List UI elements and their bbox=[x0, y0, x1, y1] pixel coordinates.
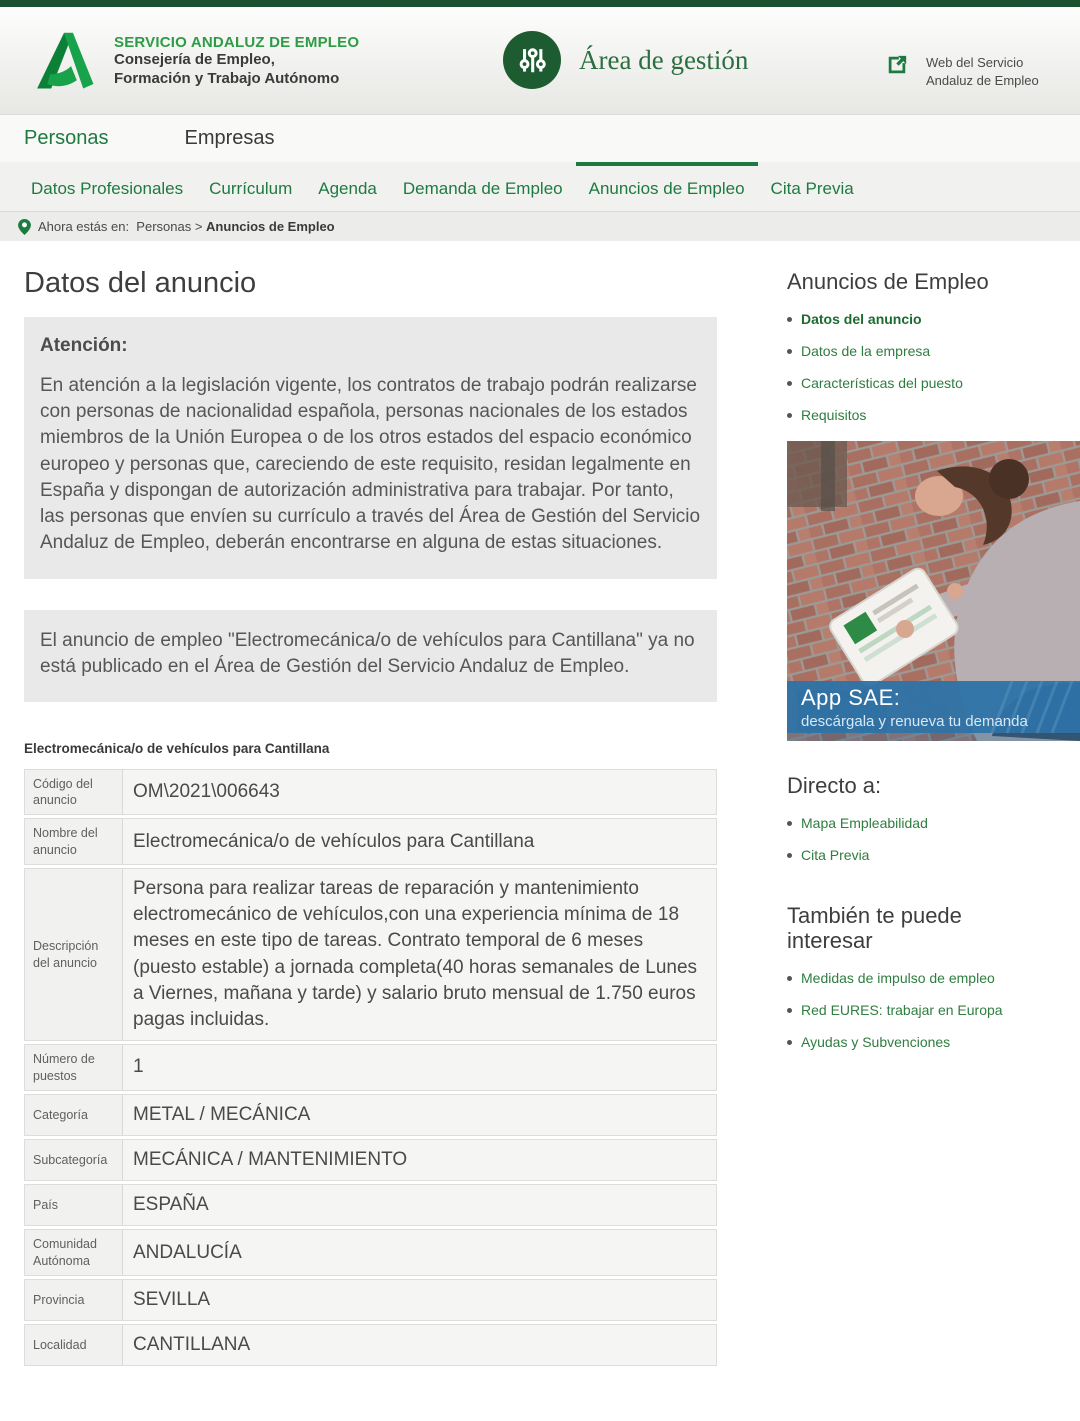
announcement-name-heading: Electromecánica/o de vehículos para Cantillana bbox=[24, 740, 330, 756]
row-label: Código del anuncio bbox=[25, 770, 123, 815]
row-value: Persona para realizar tareas de reparación y mantenimiento electromecánico de vehículos,con una experiencia mínima de 18 meses en este tipo de tareas. Contrato temporal de 6 meses (puesto estable) a jornada completa(40 horas semanales de Lunes a Viernes, mañana y tarde) y salario bruto mensual de 1.750 euros pagas incluidas. bbox=[123, 869, 716, 1040]
row-value: CANTILLANA bbox=[123, 1325, 716, 1365]
sidebar-link-requisitos[interactable] bbox=[787, 407, 1080, 423]
logo-subtitle-line1: Consejería de Empleo, bbox=[114, 50, 275, 68]
sidebar-link-label: Ayudas y Subvenciones bbox=[801, 1033, 951, 1050]
nav-agenda[interactable]: Agenda bbox=[318, 178, 377, 198]
row-value: OM\2021\006643 bbox=[123, 770, 716, 815]
bullet-icon bbox=[787, 317, 792, 322]
row-label: Localidad bbox=[25, 1325, 123, 1365]
bullet-icon bbox=[787, 381, 792, 386]
breadcrumb bbox=[0, 212, 1080, 241]
junta-andalucia-logo[interactable] bbox=[32, 27, 359, 95]
web-sae-link-line1: Web del Servicio bbox=[926, 55, 1024, 70]
row-label: Descripción del anuncio bbox=[25, 869, 123, 1040]
row-label: Provincia bbox=[25, 1280, 123, 1320]
sidebar-link-datos-de-la-empresa[interactable] bbox=[787, 343, 1080, 359]
sidebar-anuncios-links bbox=[787, 311, 1080, 423]
unpublished-notice-box bbox=[24, 610, 717, 702]
sidebar-link-datos-del-anuncio[interactable] bbox=[787, 311, 1080, 327]
sidebar-directo-title: Directo a: bbox=[787, 773, 882, 798]
sidebar-interesar-links bbox=[787, 970, 1080, 1050]
app-sae-subtitle: descárgala y renueva tu demanda bbox=[801, 713, 1028, 730]
nav-curriculum[interactable]: Currículum bbox=[209, 178, 293, 198]
row-label: Categoría bbox=[25, 1095, 123, 1135]
table-row bbox=[24, 1094, 717, 1136]
table-row bbox=[24, 1229, 717, 1276]
attention-box bbox=[24, 317, 717, 579]
row-label: Número de puestos bbox=[25, 1045, 123, 1090]
row-label: Nombre del anuncio bbox=[25, 819, 123, 864]
row-label: Comunidad Autónoma bbox=[25, 1230, 123, 1275]
web-sae-link-text bbox=[926, 54, 1039, 89]
announcement-table bbox=[24, 769, 717, 1366]
breadcrumb-path[interactable]: Personas > bbox=[136, 219, 207, 234]
bullet-icon bbox=[787, 349, 792, 354]
logo-text bbox=[114, 34, 359, 89]
top-green-bar bbox=[0, 0, 1080, 7]
sidebar-link-label: Datos de la empresa bbox=[801, 343, 931, 359]
row-label: Subcategoría bbox=[25, 1140, 123, 1180]
web-sae-link-line2: Andaluz de Empleo bbox=[926, 72, 1039, 88]
breadcrumb-space bbox=[129, 219, 136, 234]
app-sae-title: App SAE: bbox=[801, 685, 901, 710]
row-value: SEVILLA bbox=[123, 1280, 716, 1320]
page-title: Datos del anuncio bbox=[24, 267, 257, 299]
sidebar-link-cita-previa[interactable] bbox=[787, 847, 1080, 863]
area-gestion-title: Área de gestión bbox=[579, 44, 749, 75]
tab-personas[interactable]: Personas bbox=[24, 127, 109, 149]
row-value: 1 bbox=[123, 1045, 716, 1090]
audience-tabs bbox=[0, 115, 1080, 162]
nav-datos-profesionales[interactable]: Datos Profesionales bbox=[31, 178, 184, 198]
nav-demanda-de-empleo[interactable]: Demanda de Empleo bbox=[402, 178, 563, 198]
bullet-icon bbox=[787, 1040, 792, 1045]
logo-title: SERVICIO ANDALUZ DE EMPLEO bbox=[114, 33, 360, 51]
logo-subtitle-line2: Formación y Trabajo Autónomo bbox=[114, 69, 340, 87]
header bbox=[0, 7, 1080, 115]
breadcrumb-prefix: Ahora estás en: bbox=[38, 219, 130, 234]
table-row bbox=[24, 1044, 717, 1091]
andalucia-a-icon bbox=[32, 27, 96, 95]
sidebar-anuncios-title: Anuncios de Empleo bbox=[787, 269, 989, 294]
bullet-icon bbox=[787, 976, 792, 981]
bullet-icon bbox=[787, 1008, 792, 1013]
sidebar-link-label: Datos del anuncio bbox=[801, 311, 922, 327]
sidebar-interesar-title: También te puede interesar bbox=[787, 903, 962, 954]
tab-empresas[interactable]: Empresas bbox=[184, 127, 275, 149]
row-value: ESPAÑA bbox=[123, 1185, 716, 1225]
sliders-icon bbox=[503, 31, 561, 89]
attention-body: En atención a la legislación vigente, los contratos de trabajo podrán realizarse con personas de nacionalidad española, personas nacionales de los estados miembros de la Unión Europea o de los otros estados del espacio económico europeo y personas que, careciendo de este requisito, residan legalmente en España y dispongan de autorización administrativa para trabajar. Por tanto, las personas que envíen su currículo a través del Área de Gestión del Servicio Andaluz de Empleo, deberán encontrarse en alguna de estas situaciones. bbox=[40, 375, 701, 554]
nav-anuncios-de-empleo[interactable]: Anuncios de Empleo bbox=[576, 162, 758, 211]
bullet-icon bbox=[787, 413, 792, 418]
main-nav bbox=[0, 162, 1080, 212]
unpublished-notice-text: El anuncio de empleo "Electromecánica/o de vehículos para Cantillana" ya no está publicado en el Área de Gestión del Servicio Andaluz de Empleo. bbox=[40, 629, 695, 677]
sidebar-link-medidas-impulso[interactable] bbox=[787, 970, 1080, 986]
sidebar-link-mapa-empleabilidad[interactable] bbox=[787, 815, 1080, 831]
sidebar-link-label: Medidas de impulso de empleo bbox=[801, 969, 995, 986]
sidebar-link-label: Red EURES: trabajar en Europa bbox=[801, 1001, 1003, 1018]
external-link-icon bbox=[886, 54, 908, 76]
bullet-icon bbox=[787, 821, 792, 826]
row-value: METAL / MECÁNICA bbox=[123, 1095, 716, 1135]
table-row bbox=[24, 868, 717, 1041]
sidebar-link-caracteristicas-del-puesto[interactable] bbox=[787, 375, 1080, 391]
table-row bbox=[24, 818, 717, 865]
sidebar-link-red-eures[interactable] bbox=[787, 1002, 1080, 1018]
table-row bbox=[24, 1184, 717, 1226]
bullet-icon bbox=[787, 853, 792, 858]
sidebar-link-ayudas-subvenciones[interactable] bbox=[787, 1034, 1080, 1050]
map-pin-icon bbox=[18, 219, 31, 235]
sidebar-link-label: Requisitos bbox=[801, 407, 867, 423]
row-label: País bbox=[25, 1185, 123, 1225]
sidebar-directo-links bbox=[787, 815, 1080, 863]
sidebar-link-label: Mapa Empleabilidad bbox=[801, 815, 928, 831]
app-sae-banner[interactable] bbox=[787, 441, 1080, 741]
sidebar bbox=[787, 241, 1080, 1066]
table-row bbox=[24, 1279, 717, 1321]
sidebar-link-label: Características del puesto bbox=[801, 375, 963, 391]
nav-cita-previa[interactable]: Cita Previa bbox=[770, 178, 854, 198]
attention-title: Atención: bbox=[40, 335, 128, 356]
web-sae-link[interactable] bbox=[886, 54, 1039, 89]
table-row bbox=[24, 769, 717, 816]
table-row bbox=[24, 1139, 717, 1181]
main-column bbox=[24, 241, 717, 1369]
breadcrumb-current: Anuncios de Empleo bbox=[206, 219, 335, 234]
app-sae-overlay bbox=[787, 681, 1080, 733]
row-value: MECÁNICA / MANTENIMIENTO bbox=[123, 1140, 716, 1180]
sidebar-link-label: Cita Previa bbox=[801, 847, 870, 863]
row-value: Electromecánica/o de vehículos para Cantillana bbox=[123, 819, 716, 864]
row-value: ANDALUCÍA bbox=[123, 1230, 716, 1275]
content bbox=[0, 241, 1080, 1369]
table-row bbox=[24, 1324, 717, 1366]
area-gestion-brand bbox=[503, 31, 748, 89]
